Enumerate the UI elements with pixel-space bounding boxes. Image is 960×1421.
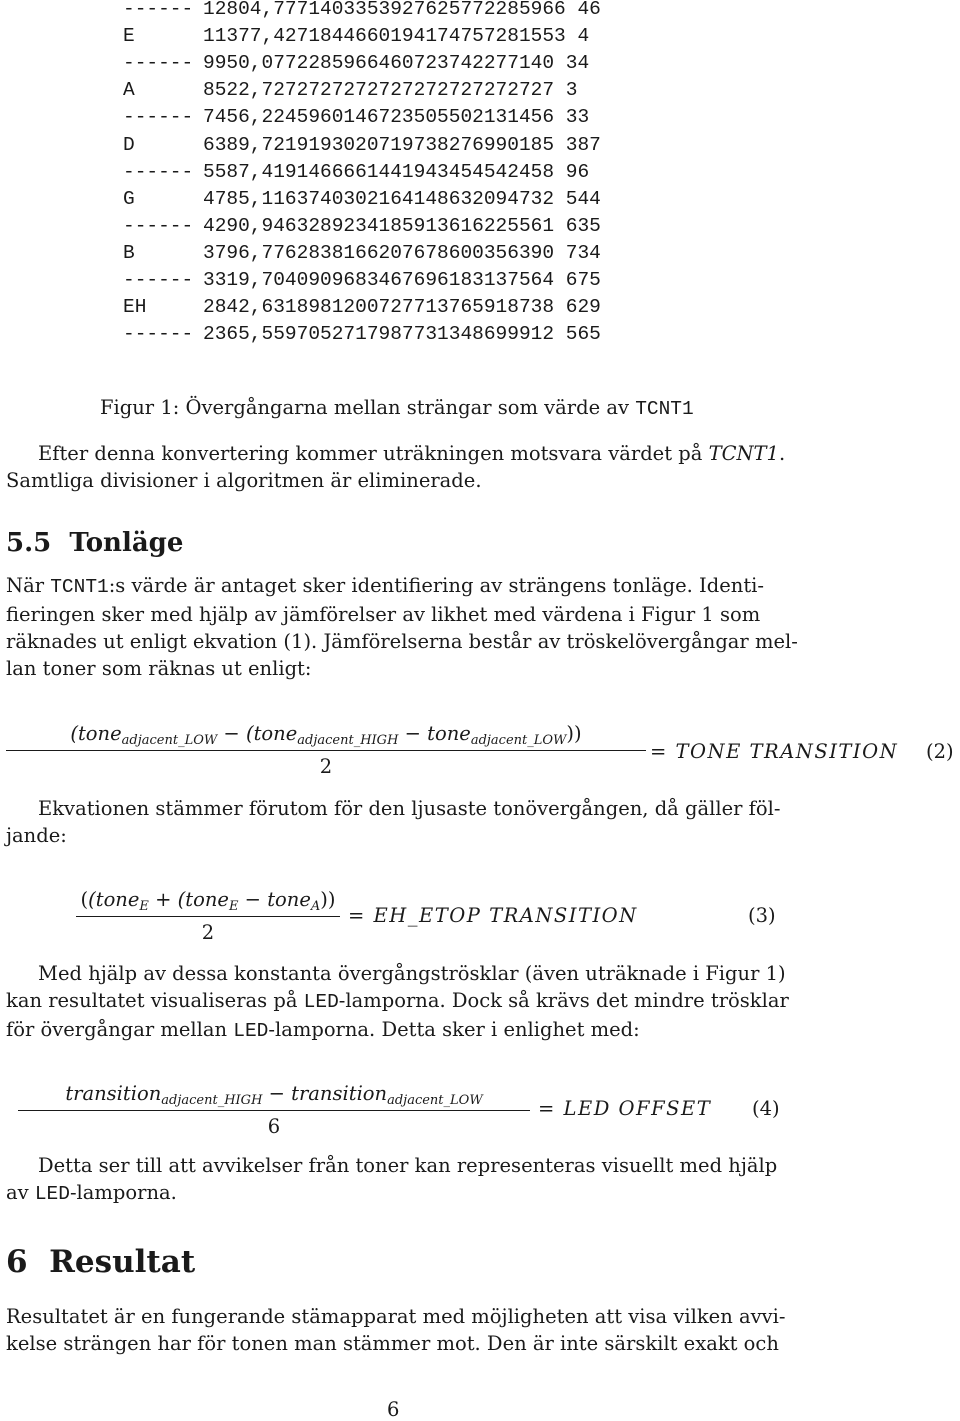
row-label: ------ xyxy=(123,269,194,291)
table-row xyxy=(123,108,589,128)
row-value: 3319,7040909683467696183137564 675 xyxy=(203,269,601,291)
row-label: B xyxy=(123,241,135,264)
paragraph-resultat: Resultatet är en fungerande stämapparat med möjligheten att visa vilken avvi- kelse strängen har för tonen man stämmer mot. Den är inte särskilt exakt och xyxy=(6,1305,786,1355)
row-label: EH xyxy=(123,296,147,319)
table-row xyxy=(123,27,589,47)
row-value: 4290,9463289234185913616225561 635 xyxy=(203,214,601,237)
table-row xyxy=(123,241,601,264)
table-row xyxy=(123,0,601,20)
row-value: 2842,6318981200727713765918738 629 xyxy=(203,296,601,319)
page-number: 6 xyxy=(387,1398,400,1421)
row-value: 5587,4191466661441943454542458 96 xyxy=(203,160,590,183)
caption-text: Figur 1: Övergångarna mellan strängar som värde av xyxy=(100,396,636,419)
row-value: 8522,7272727272727272727272727 3 xyxy=(203,79,578,102)
table-row xyxy=(123,81,577,101)
row-label: D xyxy=(123,133,135,156)
row-label: ------ xyxy=(123,160,194,183)
equation-4-number: (4) xyxy=(752,1097,780,1120)
row-value: 7456,2245960146723505502131456 33 xyxy=(203,106,590,129)
table-row xyxy=(123,187,601,210)
row-value: 11377,4271844660194174757281553 4 xyxy=(203,25,590,48)
row-label: E xyxy=(123,25,135,48)
row-label: G xyxy=(123,187,135,210)
equation-2-rhs: = TONE TRANSITION xyxy=(650,740,899,763)
equation-2-fraction: (tone$_{adjacent\_LOW}$ − (tone$_{adjacent\_HIGH}$ − tone$_{adjacent\_LOW}$)) 2 xyxy=(6,722,646,778)
paragraph-thresholds: Med hjälp av dessa konstanta övergångströsklar (även uträknade i Figur 1) kan resultatet visualiseras på LED-lamporna. Dock så krävs det mindre trösklar för övergångar mellan LED-lamporna. Detta sker i enlighet med: xyxy=(6,962,789,1042)
table-row xyxy=(123,298,601,318)
section-heading-tonlage: 5.5 Tonläge xyxy=(6,528,184,558)
equation-4-rhs: = LED OFFSET xyxy=(538,1097,712,1120)
row-value: 12804,7771403353927625772285966 46 xyxy=(203,0,601,20)
figure-caption xyxy=(100,394,694,423)
row-value: 3796,7762838166207678600356390 734 xyxy=(203,241,601,264)
table-row xyxy=(123,271,601,291)
row-label: A xyxy=(123,79,135,102)
equation-2-number: (2) xyxy=(926,740,954,763)
row-value: 6389,7219193020719738276990185 387 xyxy=(203,133,601,156)
row-label: ------ xyxy=(123,323,194,346)
table-row xyxy=(123,160,590,183)
table-row xyxy=(123,214,601,237)
row-value: 2365,5597052717987731348699912 565 xyxy=(203,323,601,346)
row-label: ------ xyxy=(123,52,194,75)
paragraph-tonlage: När TCNT1:s värde är antaget sker identifiering av strängens tonläge. Identi- fieringen sker med hjälp av jämförelser av likhet med värdena i Figur 1 som räknades ut enligt ekvation (1). Jämförelserna består av tröskelövergångar mel- lan toner som räknas ut enligt: xyxy=(6,574,798,680)
section-heading-resultat: 6 Resultat xyxy=(6,1244,196,1280)
equation-3-number: (3) xyxy=(748,904,776,927)
equation-4-fraction: transition$_{adjacent\_HIGH}$ − transition$_{adjacent\_LOW}$ 6 xyxy=(18,1082,530,1138)
row-value: 9950,0772285966460723742277140 34 xyxy=(203,52,590,75)
paragraph-exception: Ekvationen stämmer förutom för den ljusaste tonövergången, då gäller föl- jande: xyxy=(6,797,781,847)
table-row xyxy=(123,54,589,74)
caption-code: TCNT1 xyxy=(635,398,694,420)
table-row xyxy=(123,133,601,156)
row-label: ------ xyxy=(123,0,194,20)
row-label: ------ xyxy=(123,106,194,129)
equation-3-fraction: ((tone$_E$ + (tone$_E$ − tone$_A$)) 2 xyxy=(76,888,340,944)
equation-3-rhs: = EH_ETOP TRANSITION xyxy=(348,904,638,927)
table-row xyxy=(123,325,601,345)
paragraph-conversion: Efter denna konvertering kommer uträkningen motsvara värdet på TCNT1. Samtliga divisioner i algoritmen är eliminerade. xyxy=(6,442,786,492)
row-value: 4785,1163740302164148632094732 544 xyxy=(203,187,601,210)
row-label: ------ xyxy=(123,214,194,237)
paragraph-deviations: Detta ser till att avvikelser från toner kan representeras visuellt med hjälp av LED-lamporna. xyxy=(6,1154,778,1205)
